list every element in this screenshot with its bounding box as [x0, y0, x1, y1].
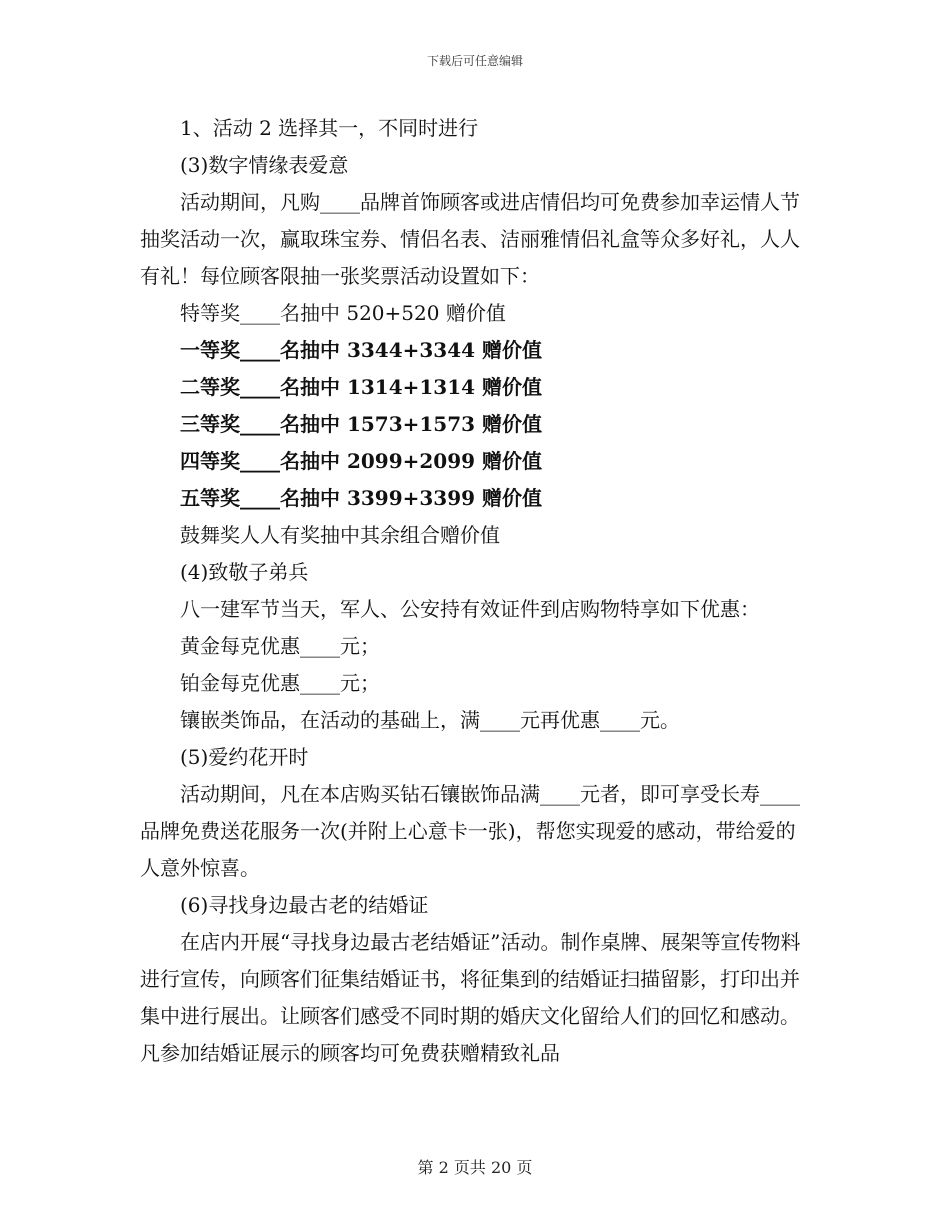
paragraph-platinum-discount: 铂金每克优惠____元；	[180, 671, 380, 695]
prize-encouragement: 鼓舞奖人人有奖抽中其余组合赠价值	[180, 523, 500, 547]
prize-third: 三等奖____名抽中 1573+1573 赠价值	[180, 412, 543, 436]
document-body	[140, 110, 810, 1072]
prize-fifth: 五等奖____名抽中 3399+3399 赠价值	[180, 486, 543, 510]
paragraph-gold-discount: 黄金每克优惠____元；	[180, 634, 380, 658]
paragraph-inlay-discount: 镶嵌类饰品，在活动的基础上，满____元再优惠____元。	[180, 708, 680, 732]
prize-first: 一等奖____名抽中 3344+3344 赠价值	[180, 338, 543, 362]
prize-fourth: 四等奖____名抽中 2099+2099 赠价值	[180, 449, 543, 473]
section-heading-3: (3)数字情缘表爱意	[180, 153, 349, 177]
page-header: 下载后可任意编辑	[426, 54, 523, 68]
paragraph-activity-choice: 1、活动 2 选择其一，不同时进行	[180, 116, 479, 140]
prize-second: 二等奖____名抽中 1314+1314 赠价值	[180, 375, 543, 399]
page-footer: 第 2 页共 20 页	[417, 1158, 533, 1177]
paragraph-lottery-intro: 活动期间，凡购____品牌首饰顾客或进店情侣均可免费参加幸运情人节抽奖活动一次，赢取珠宝券、情侣名表、洁丽雅情侣礼盒等众多好礼，人人有礼！每位顾客限抽一张奖票活动设置如下：	[140, 190, 800, 288]
paragraph-flower-service: 活动期间，凡在本店购买钻石镶嵌饰品满____元者，即可享受长寿____品牌免费送花服务一次(并附上心意卡一张)，帮您实现爱的感动，带给爱的人意外惊喜。	[140, 782, 800, 880]
section-heading-4: (4)致敬子弟兵	[180, 560, 309, 584]
prize-special: 特等奖____名抽中 520+520 赠价值	[180, 301, 506, 325]
paragraph-marriage-certificate: 在店内开展“寻找身边最古老结婚证”活动。制作桌牌、展架等宣传物料进行宣传，向顾客们征集结婚证书，将征集到的结婚证扫描留影，打印出并集中进行展出。让顾客们感受不同时期的婚庆文化留给人们的回忆和感动。凡参加结婚证展示的顾客均可免费获赠精致礼品	[140, 930, 801, 1065]
section-heading-5: (5)爱约花开时	[180, 745, 309, 769]
section-heading-6: (6)寻找身边最古老的结婚证	[180, 893, 429, 917]
paragraph-army-day: 八一建军节当天，军人、公安持有效证件到店购物特享如下优惠：	[180, 597, 760, 621]
